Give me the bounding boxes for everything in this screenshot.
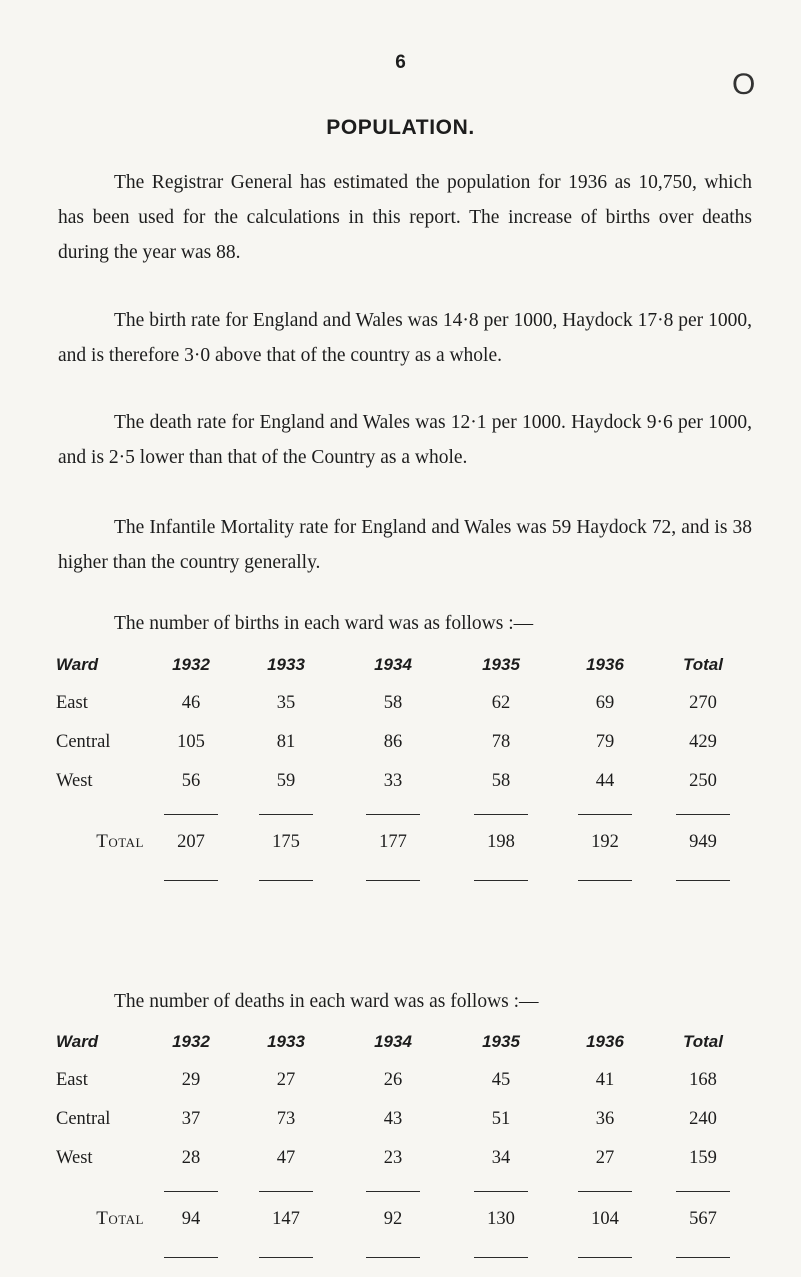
corner-mark: O bbox=[732, 68, 756, 101]
total-cell: 198 bbox=[487, 831, 515, 852]
table-row bbox=[56, 684, 752, 723]
births-intro: The number of births in each ward was as follows :— bbox=[114, 613, 534, 634]
value-cell: 240 bbox=[689, 1109, 717, 1129]
divider bbox=[366, 1257, 420, 1258]
divider bbox=[259, 1257, 313, 1258]
infantile-mortality-paragraph: The Infantile Mortality rate for England and Wales was 59 Haydock 72, and is 38 higher than the country generally. bbox=[58, 517, 752, 573]
total-cell: 567 bbox=[689, 1208, 717, 1229]
page-number: 6 bbox=[395, 52, 406, 73]
divider bbox=[676, 814, 730, 815]
value-cell: 45 bbox=[491, 1070, 511, 1090]
divider bbox=[259, 880, 313, 881]
value-cell: 43 bbox=[383, 1109, 403, 1129]
page-title: POPULATION. bbox=[326, 116, 475, 139]
table-row bbox=[56, 1061, 752, 1100]
value-cell: 168 bbox=[689, 1070, 717, 1090]
value-cell: 79 bbox=[595, 732, 615, 752]
value-cell: 41 bbox=[595, 1070, 615, 1090]
divider bbox=[578, 814, 632, 815]
header-cell: 1932 bbox=[172, 1031, 210, 1051]
total-row bbox=[56, 1204, 752, 1234]
total-cell: 147 bbox=[272, 1208, 300, 1229]
value-cell: 23 bbox=[383, 1148, 403, 1168]
total-row bbox=[56, 827, 752, 857]
divider bbox=[474, 880, 528, 881]
total-cell: 92 bbox=[383, 1208, 403, 1229]
divider bbox=[164, 814, 218, 815]
value-cell: 62 bbox=[491, 693, 511, 713]
value-cell: 35 bbox=[276, 693, 296, 713]
value-cell: 28 bbox=[181, 1148, 201, 1168]
divider bbox=[366, 880, 420, 881]
divider bbox=[578, 1257, 632, 1258]
divider bbox=[578, 1191, 632, 1192]
header-cell: Ward bbox=[56, 1031, 99, 1051]
value-cell: 81 bbox=[276, 732, 296, 752]
rule-row bbox=[56, 801, 752, 827]
population-paragraph: The Registrar General has estimated the population for 1936 as 10,750, which has been used for the calculations in this report. The increase of births over deaths during the year was 88. bbox=[58, 172, 752, 263]
table-row bbox=[56, 762, 752, 801]
total-label: Total bbox=[96, 831, 144, 852]
header-cell: 1934 bbox=[374, 654, 412, 674]
value-cell: 58 bbox=[491, 771, 511, 791]
header-cell: Total bbox=[683, 1031, 723, 1051]
value-cell: 429 bbox=[689, 732, 717, 752]
birth-rate-paragraph: The birth rate for England and Wales was 14·8 per 1000, Haydock 17·8 per 1000, and is therefore 3·0 above that of the country as a whole. bbox=[58, 310, 752, 366]
divider bbox=[366, 814, 420, 815]
divider bbox=[366, 1191, 420, 1192]
table-row bbox=[56, 1139, 752, 1178]
total-cell: 192 bbox=[591, 831, 619, 852]
death-rate-paragraph: The death rate for England and Wales was 12·1 per 1000. Haydock 9·6 per 1000, and is 2·5 lower than that of the Country as a whole. bbox=[58, 412, 752, 468]
ward-cell: West bbox=[56, 1148, 93, 1168]
divider bbox=[676, 880, 730, 881]
header-cell: 1935 bbox=[482, 1031, 520, 1051]
header-cell: 1932 bbox=[172, 654, 210, 674]
value-cell: 46 bbox=[181, 693, 201, 713]
value-cell: 69 bbox=[595, 693, 615, 713]
deaths-table bbox=[56, 1022, 752, 1258]
divider bbox=[474, 814, 528, 815]
births-table bbox=[56, 645, 752, 881]
divider bbox=[164, 1257, 218, 1258]
ward-cell: Central bbox=[56, 732, 111, 752]
table-header-row bbox=[56, 1022, 752, 1061]
value-cell: 47 bbox=[276, 1148, 296, 1168]
value-cell: 27 bbox=[595, 1148, 615, 1168]
total-cell: 949 bbox=[689, 831, 717, 852]
rule-row bbox=[56, 1234, 752, 1258]
total-cell: 175 bbox=[272, 831, 300, 852]
value-cell: 34 bbox=[491, 1148, 511, 1168]
header-cell: Total bbox=[683, 654, 723, 674]
value-cell: 51 bbox=[491, 1109, 511, 1129]
value-cell: 159 bbox=[689, 1148, 717, 1168]
table-row bbox=[56, 723, 752, 762]
total-cell: 177 bbox=[379, 831, 407, 852]
value-cell: 250 bbox=[689, 771, 717, 791]
value-cell: 27 bbox=[276, 1070, 296, 1090]
value-cell: 270 bbox=[689, 693, 717, 713]
rule-row bbox=[56, 1178, 752, 1204]
value-cell: 29 bbox=[181, 1070, 201, 1090]
divider bbox=[578, 880, 632, 881]
header-cell: 1935 bbox=[482, 654, 520, 674]
header-cell: 1933 bbox=[267, 654, 305, 674]
value-cell: 44 bbox=[595, 771, 615, 791]
divider bbox=[676, 1191, 730, 1192]
divider bbox=[164, 880, 218, 881]
value-cell: 26 bbox=[383, 1070, 403, 1090]
table-header-row bbox=[56, 645, 752, 684]
value-cell: 105 bbox=[177, 732, 205, 752]
ward-cell: Central bbox=[56, 1109, 111, 1129]
divider bbox=[676, 1257, 730, 1258]
header-cell: 1934 bbox=[374, 1031, 412, 1051]
divider bbox=[164, 1191, 218, 1192]
value-cell: 37 bbox=[181, 1109, 201, 1129]
total-cell: 104 bbox=[591, 1208, 619, 1229]
value-cell: 36 bbox=[595, 1109, 615, 1129]
header-cell: Ward bbox=[56, 654, 99, 674]
divider bbox=[259, 814, 313, 815]
header-cell: 1936 bbox=[586, 654, 624, 674]
total-cell: 130 bbox=[487, 1208, 515, 1229]
value-cell: 78 bbox=[491, 732, 511, 752]
value-cell: 86 bbox=[383, 732, 403, 752]
table-row bbox=[56, 1100, 752, 1139]
ward-cell: East bbox=[56, 693, 88, 713]
divider bbox=[474, 1191, 528, 1192]
header-cell: 1936 bbox=[586, 1031, 624, 1051]
value-cell: 33 bbox=[383, 771, 403, 791]
rule-row bbox=[56, 857, 752, 881]
value-cell: 56 bbox=[181, 771, 201, 791]
header-cell: 1933 bbox=[267, 1031, 305, 1051]
value-cell: 73 bbox=[276, 1109, 296, 1129]
value-cell: 59 bbox=[276, 771, 296, 791]
ward-cell: East bbox=[56, 1070, 88, 1090]
divider bbox=[474, 1257, 528, 1258]
deaths-intro: The number of deaths in each ward was as follows :— bbox=[114, 991, 539, 1012]
total-label: Total bbox=[96, 1208, 144, 1229]
value-cell: 58 bbox=[383, 693, 403, 713]
total-cell: 207 bbox=[177, 831, 205, 852]
total-cell: 94 bbox=[181, 1208, 201, 1229]
ward-cell: West bbox=[56, 771, 93, 791]
divider bbox=[259, 1191, 313, 1192]
